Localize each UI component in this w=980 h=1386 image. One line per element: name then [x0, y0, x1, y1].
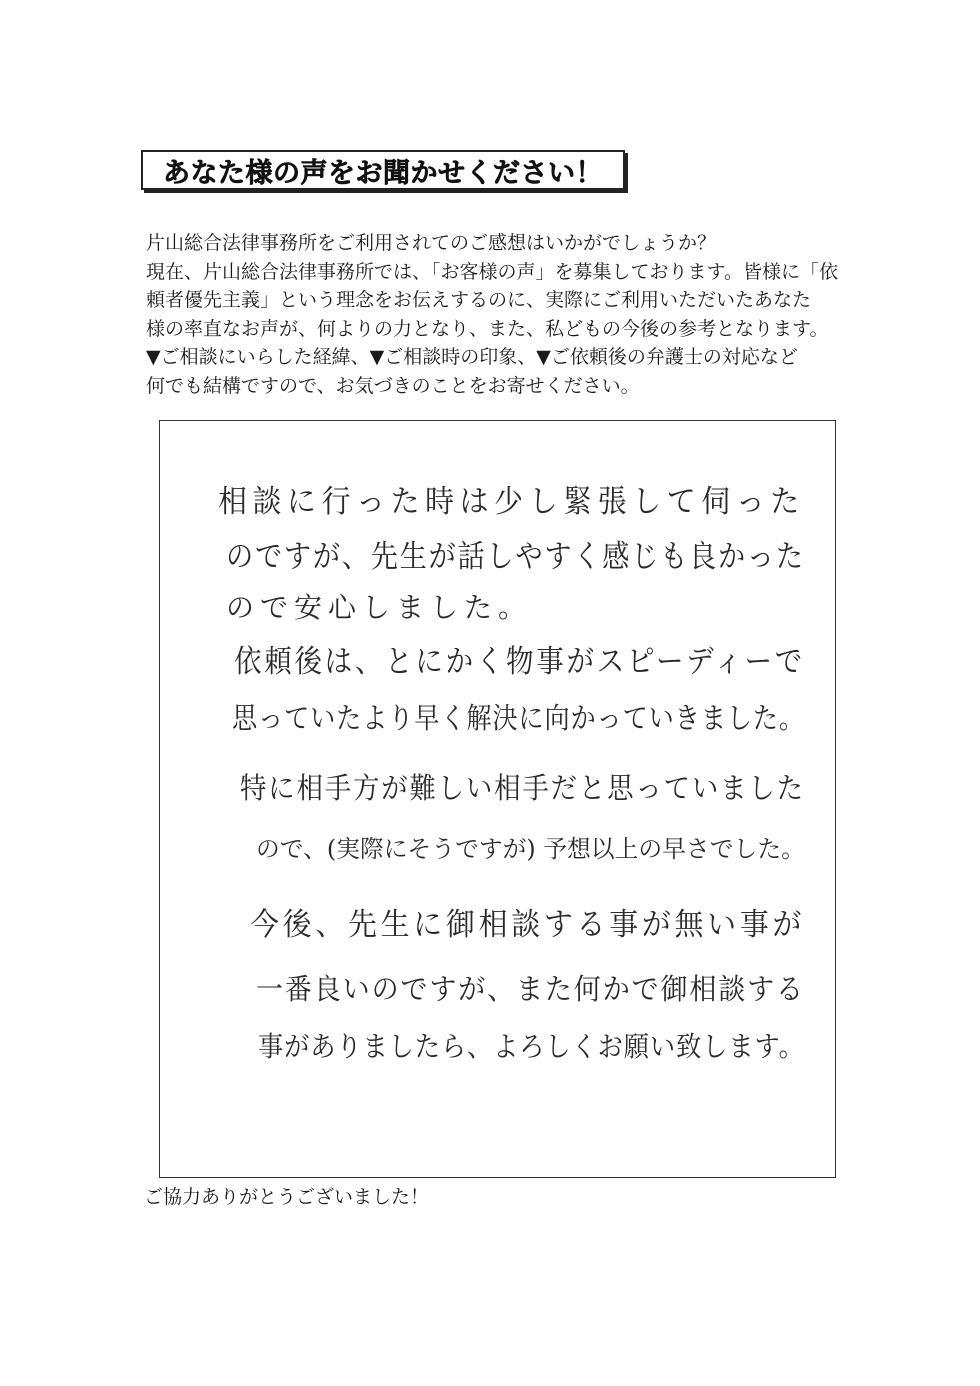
closing-message: ご協力ありがとうございました！: [144, 1186, 430, 1208]
handwritten-line: 思っていたより早く解決に向かっていきました。: [232, 701, 805, 735]
intro-line: 現在、片山総合法律事務所では、「お客様の声」を募集しております。皆様に「依: [146, 260, 838, 283]
handwritten-comment-box: [159, 420, 836, 1178]
intro-line: 何でも結構ですので、お気づきのことをお寄せください。: [146, 374, 640, 397]
handwritten-line: ので安心しました。: [226, 591, 533, 624]
intro-line: 頼者優先主義」という理念をお伝えするのに、実際にご利用いただいたあなた: [146, 289, 812, 312]
handwritten-line: 特に相手方が難しい相手だと思っていました: [240, 771, 805, 805]
handwritten-line: 事がありましたら、よろしくお願い致します。: [258, 1030, 805, 1063]
page-title: あなた様の声をお聞かせください！: [163, 157, 603, 189]
handwritten-line: 今後、先生に御相談する事が無い事が: [250, 907, 806, 943]
intro-paragraph: [146, 229, 856, 401]
handwritten-line: 依頼後は、とにかく物事がスピーディーで: [234, 644, 805, 680]
intro-line: ▼ご相談にいらした経緯、▼ご相談時の印象、▼ご依頼後の弁護士の対応など: [146, 346, 798, 369]
handwritten-line: のですが、先生が話しやすく感じも良かった: [226, 539, 805, 575]
intro-line: 様の率直なお声が、何よりの力となり、また、私どもの今後の参考となります。: [146, 317, 829, 340]
intro-line: 片山総合法律事務所をご利用されてのご感想はいかがでしょうか？: [146, 232, 717, 254]
handwritten-line: 相談に行った時は少し緊張して伺った: [218, 484, 805, 520]
title-banner: [141, 150, 625, 190]
handwritten-line: 一番良いのですが、また何かで御相談する: [256, 972, 805, 1006]
handwritten-line: ので、(実際にそうですが) 予想以上の早さでした。: [256, 835, 805, 863]
